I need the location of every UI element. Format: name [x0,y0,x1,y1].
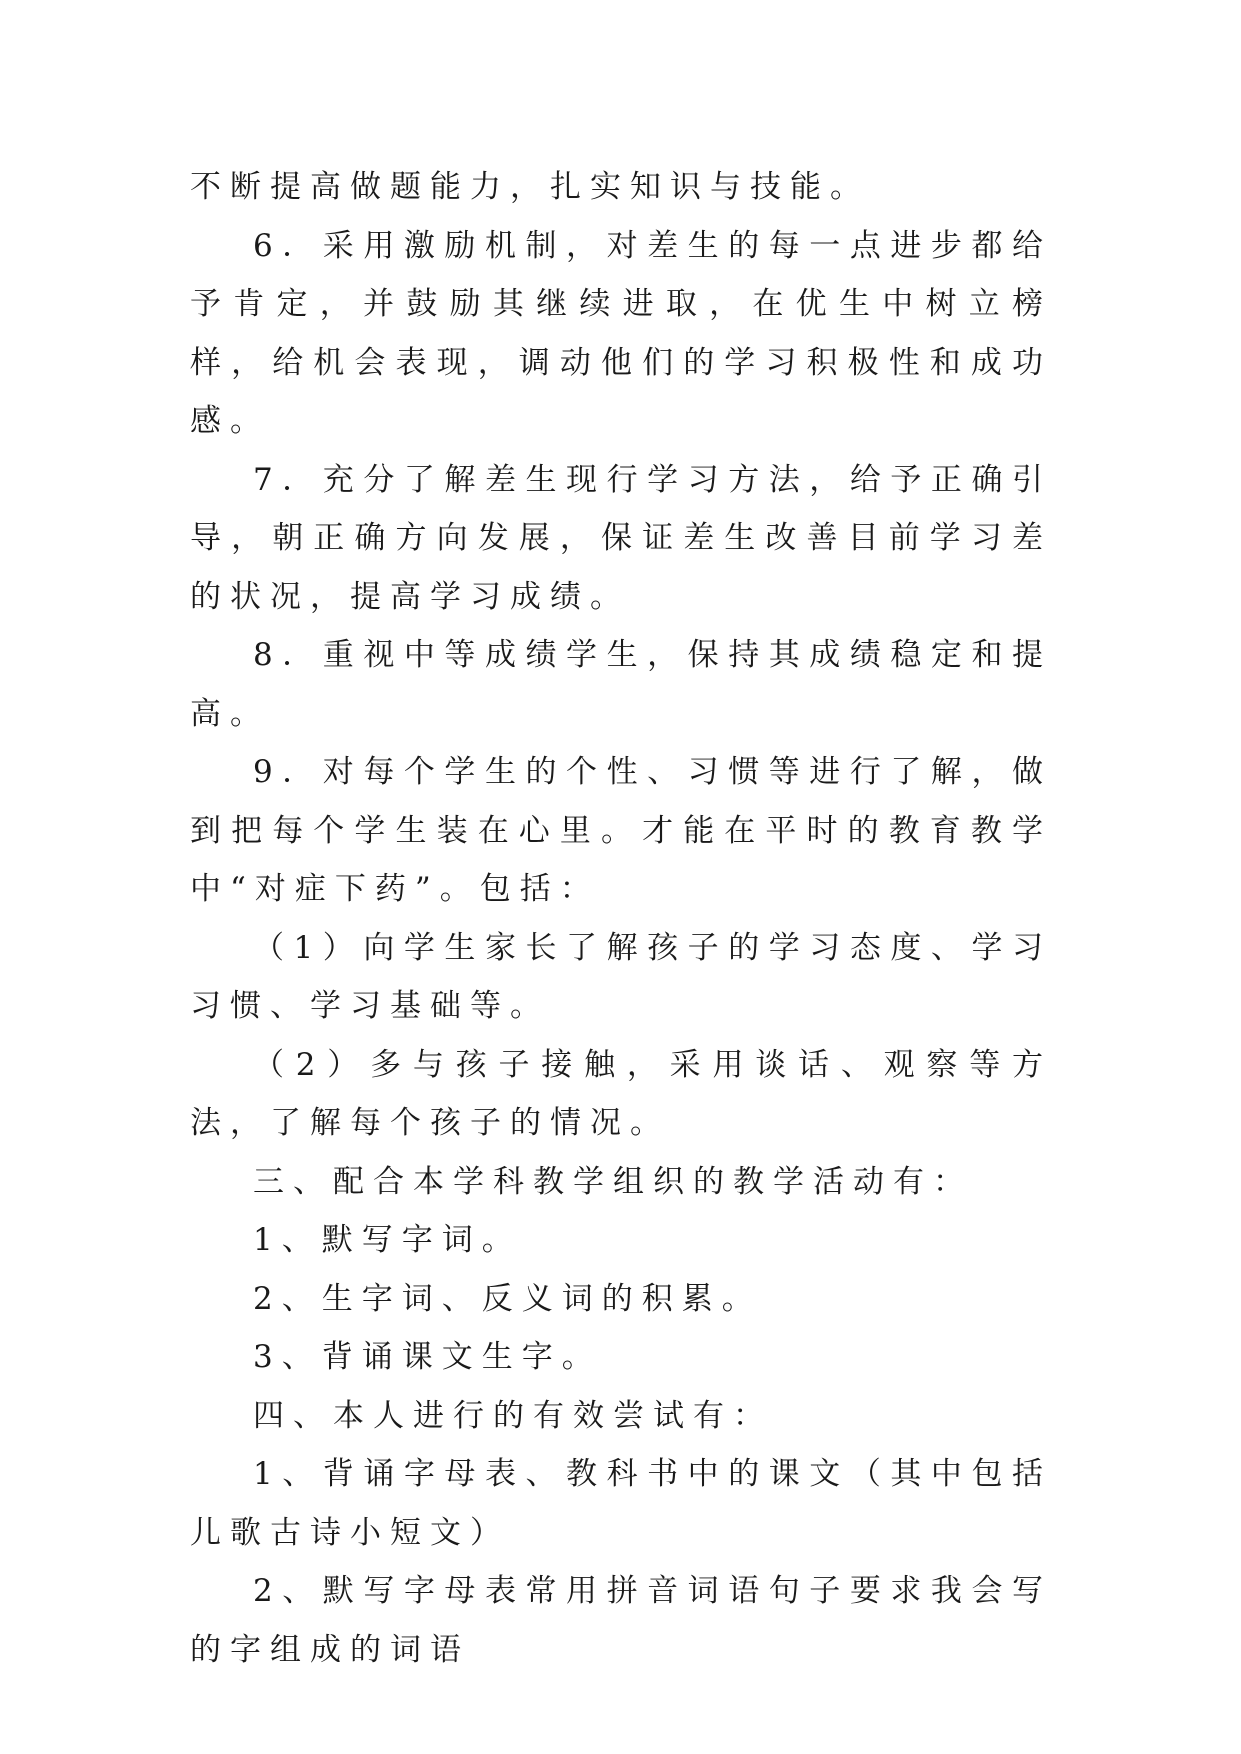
section-heading: 三、配合本学科教学组织的教学活动有： [253,1163,973,1200]
list-item: 2、默写字母表常用拼音词语句子要求我会写的字组成的词语 [190,1573,1052,1668]
list-item: 2、生字词、反义词的积累。 [253,1280,762,1317]
section-heading: 四、本人进行的有效尝试有： [253,1397,773,1434]
paragraph: （2）多与孩子接触，采用谈话、观察等方法，了解每个孩子的情况。 [190,1046,1052,1141]
paragraph: 不断提高做题能力，扎实知识与技能。 [190,169,870,205]
list-item: 1、背诵字母表、教科书中的课文（其中包括儿歌古诗小短文） [190,1456,1052,1551]
paragraph: （1）向学生家长了解孩子的学习态度、学习习惯、学习基础等。 [190,929,1052,1024]
document-body [190,158,1052,1679]
paragraph: 7．充分了解差生现行学习方法，给予正确引导，朝正确方向发展，保证差生改善目前学习差的状况，提高学习成绩。 [190,461,1052,615]
list-item: 1、默写字词。 [253,1222,522,1258]
paragraph: 8．重视中等成绩学生，保持其成绩稳定和提高。 [190,637,1052,732]
list-item: 3、背诵课文生字。 [253,1339,602,1375]
paragraph: 9．对每个学生的个性、习惯等进行了解，做到把每个学生装在心里。才能在平时的教育教学中“对症下药”。包括： [190,754,1052,907]
paragraph: 6．采用激励机制，对差生的每一点进步都给予肯定，并鼓励其继续进取，在优生中树立榜样，给机会表现，调动他们的学习积极性和成功感。 [190,227,1052,439]
